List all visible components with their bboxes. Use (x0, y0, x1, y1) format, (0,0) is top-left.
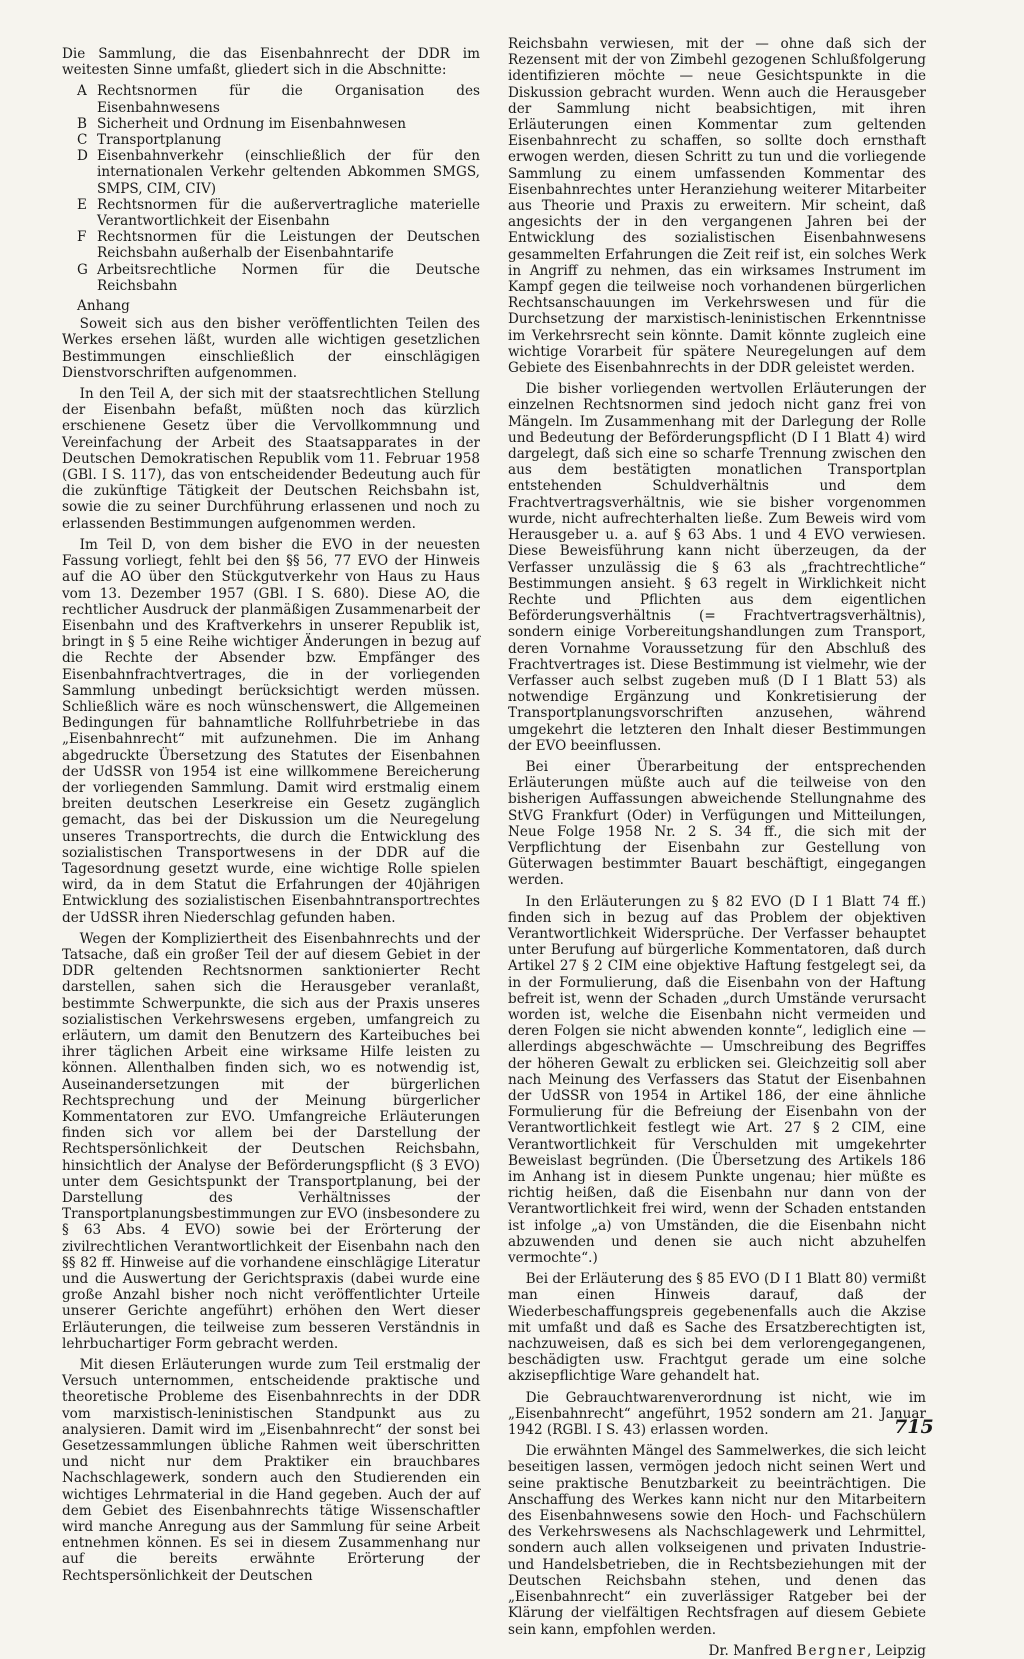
body-paragraph: In den Teil A, der sich mit der staatsrechtlichen Stellung der Eisenbahn befaßt, müßten noch das kürzlich erschienene Gesetz über die Vervollkommnung und Vereinfachung der Arbeit des Staatsapparates in der Deutschen Demokratischen Republik vom 11. Februar 1958 (GBl. I S. 117), das von entscheidender Bedeutung auch für die zukünftige Tätigkeit der Deutschen Reichsbahn ist, sowie die zu seiner Durchführung erlassenen und noch zu erlassenden Bestimmungen aufgenommen werden. (62, 386, 480, 532)
section-item (77, 197, 480, 229)
section-letter: F (77, 229, 87, 246)
section-letter: G (77, 261, 88, 278)
section-text: Sicherheit und Ordnung im Eisenbahnwesen (97, 115, 407, 132)
body-paragraph: Im Teil D, von dem bisher die EVO in der neuesten Fassung vorliegt, fehlt bei den §§ 56, 77 EVO der Hinweis auf die AO über den Stückgutverkehr von Haus zu Haus vom 13. Dezember 1957 (GBl. I S. 680). Diese AO, die rechtlicher Ausdruck der planmäßigen Zusammenarbeit der Eisenbahn und des Kraftverkehrs in unserer Republik ist, bringt in § 5 eine Reihe wichtiger Änderungen in bezug auf die Rechte der Absender bzw. Empfänger des Eisenbahnfrachtvertrages, die in der vorliegenden Sammlung unbedingt berücksichtigt werden müssen. Schließlich wäre es noch wünschenswert, die Allgemeinen Bedingungen für bahnamtliche Rollfuhrbetriebe in das „Eisenbahnrecht“ mit aufzunehmen. Die im Anhang abgedruckte Übersetzung des Statutes der Eisenbahnen der UdSSR von 1954 ist eine willkommene Bereicherung der vorliegenden Sammlung. Damit wird erstmalig einem breiten deutschen Leserkreise ein Gesetz zugänglich gemacht, das bei der Diskussion um die Neuregelung unseres Transportrechts, die durch die Entwicklung des sozialistischen Transportwesens in der DDR auf die Tagesordnung gesetzt wurde, eine wichtige Rolle spielen wird, da in dem Statut die Erfahrungen der 40jährigen Entwicklung des sozialistischen Eisenbahntransportrechtes der UdSSR ihren Niederschlag gefunden haben. (62, 536, 480, 926)
section-text: Eisenbahnverkehr (einschließlich der für den internationalen Verkehr geltenden Abkommen SMGS, SMPS, CIM, CIV) (97, 148, 480, 197)
section-letter: A (77, 83, 87, 100)
signature-place: , Leipzig (867, 1642, 926, 1659)
body-paragraph: Die Gebrauchtwarenverordnung ist nicht, wie im „Eisenbahnrecht“ angeführt, 1952 sondern am 21. Januar 1942 (RGBl. I S. 43) erlassen worden. (508, 1389, 926, 1439)
section-item (77, 132, 480, 148)
body-paragraph: Bei einer Überarbeitung der entsprechenden Erläuterungen müßte auch auf die teilweise von den bisherigen Auffassungen abweichende Stellungnahme des StVG Frankfurt (Oder) in Verfügungen und Mitteilungen, Neue Folge 1958 Nr. 2 S. 34 ff., die sich mit der Verpflichtung der Eisenbahn zur Gestellung von Güterwagen bestimmter Bauart beschäftigt, eingegangen werden. (508, 758, 926, 889)
section-letter: D (77, 148, 88, 165)
section-item (77, 83, 480, 115)
page-number: 715 (894, 1416, 934, 1438)
intro-paragraph: Die Sammlung, die das Eisenbahnrecht der DDR im weitesten Sinne umfaßt, gliedert sich in die Abschnitte: (62, 46, 480, 79)
section-item (77, 229, 480, 261)
section-text: Transportplanung (97, 132, 222, 149)
body-paragraph: In den Erläuterungen zu § 82 EVO (D I 1 Blatt 74 ff.) finden sich in bezug auf das Problem der objektiven Verantwortlichkeit Widersprüche. Der Verfasser behauptet unter Berufung auf bürgerliche Kommentatoren, daß durch Artikel 27 § 2 CIM eine objektive Haftung festgelegt sei, da in der Formulierung, daß die Eisenbahn von der Haftung befreit ist, wenn der Schaden „durch Umstände verursacht worden ist, welche die Eisenbahn nicht vermeiden und deren Folgen sie nicht abwenden konnte“, lediglich eine — allerdings abgeschwächte — Umschreibung des Begriffes der höheren Gewalt zu erblicken sei. Gleichzeitig soll aber nach Meinung des Verfassers das Statut der Eisenbahnen der UdSSR von 1954 in Artikel 186, der eine ähnliche Formulierung für die Befreiung der Eisenbahn von der Verantwortlichkeit festlegt wie Art. 27 § 2 CIM, eine Verantwortlichkeit für Verschulden mit umgekehrter Beweislast begründen. (Die Übersetzung des Artikels 186 im Anhang ist in diesem Punkte ungenau; hier müßte es richtig heißen, daß die Eisenbahn nur dann von der Verantwortlichkeit frei wird, wenn der Schaden entstanden ist infolge „a) von Umständen, die die Eisenbahn nicht abzuwenden und denen sie auch nicht abzuhelfen vermochte“.) (508, 893, 926, 1267)
left-column (62, 46, 480, 1589)
body-paragraph: Die erwähnten Mängel des Sammelwerkes, die sich leicht beseitigen lassen, vermögen jedoch nicht seinen Wert und seine praktische Benutzbarkeit zu beeinträchtigen. Die Anschaffung des Werkes kann nicht nur den Mitarbeitern des Eisenbahnwesens sowie den Hoch- und Fachschülern des Verkehrswesens als Nachschlagewerk und Lehrmittel, sondern auch allen volkseigenen und privaten Industrie- und Handelsbetrieben, die in Rechtsbeziehungen mit der Deutschen Reichsbahn stehen, und denen das „Eisenbahnrecht“ ein zuverlässiger Ratgeber bei der Klärung der vielfältigen Rechtsfragen auf diesem Gebiete sein kann, empfohlen werden. (508, 1443, 926, 1638)
right-column (508, 36, 926, 1659)
body-paragraph: Wegen der Kompliziertheit des Eisenbahnrechts und der Tatsache, daß ein großer Teil der auf diesem Gebiet in der DDR geltenden Rechtsnormen sanktionierter Recht darstellen, sahen sich die Herausgeber veranlaßt, bestimmte Schwerpunkte, die sich aus der Praxis unseres sozialistischen Verkehrswesens ergeben, umfangreich zu erläutern, um damit den Benutzern des Karteibuches bei ihrer täglichen Arbeit eine wirksame Hilfe leisten zu können. Allenthalben finden sich, wo es notwendig ist, Auseinandersetzungen mit der bürgerlichen Rechtsprechung und der Meinung bürgerlicher Kommentatoren zur EVO. Umfangreiche Erläuterungen finden sich vor allem bei der Darstellung der Rechtspersönlichkeit der Deutschen Reichsbahn, hinsichtlich der Analyse der Beförderungspflicht (§ 3 EVO) unter dem Gesichtspunkt der Transportplanung, bei der Darstellung des Verhältnisses der Transportplanungsbestimmungen zur EVO (insbesondere zu § 63 Abs. 4 EVO) sowie bei der Erörterung der zivilrechtlichen Verantwortlichkeit der Eisenbahn nach den §§ 82 ff. Hinweise auf die vorhandene einschlägige Literatur und die Auswertung der Gerichtspraxis (dabei wurde eine große Anzahl bisher noch nicht veröffentlichter Urteile unserer Gerichte angeführt) erhöhen den Wert dieser Erläuterungen, die teilweise zum besseren Verständnis in lehrbuchartiger Form gebracht werden. (62, 930, 480, 1352)
body-paragraph: Reichsbahn verwiesen, mit der — ohne daß sich der Rezensent mit der von Zimbehl gezogenen Schlußfolgerung identifizieren möchte — neue Gesichtspunkte in die Diskussion gebracht wurden. Wenn auch die Herausgeber der Sammlung nicht beabsichtigen, mit ihren Erläuterungen einen Kommentar zum geltenden Eisenbahnrecht zu schaffen, so sollte doch ernsthaft erwogen werden, diesen Schritt zu tun und die vorliegende Sammlung zu einem umfassenden Kommentar des Eisenbahnrechtes unter Heranziehung weiterer Mitarbeiter aus Theorie und Praxis zu erweitern. Mir scheint, daß angesichts der in den vergangenen Jahren bei der Entwicklung des sozialistischen Eisenbahnwesens gesammelten Erfahrungen die Zeit reif ist, ein solches Werk in Angriff zu nehmen, das ein wirksames Instrument im Kampf gegen die teilweise noch vorhandenen bürgerlichen Rechtsanschauungen im Verkehrswesen und für die Durchsetzung der marxistisch-leninistischen Erkenntnisse im Verkehrsrecht sein könnte. Damit könnte zugleich eine wichtige Vorarbeit für spätere Neuregelungen auf dem Gebiete des Eisenbahnrechts in der DDR geleistet werden. (508, 36, 926, 377)
section-letter: B (77, 115, 87, 132)
signature-name: Bergner (796, 1642, 868, 1659)
body-paragraph: Mit diesen Erläuterungen wurde zum Teil erstmalig der Versuch unternommen, entscheidende praktische und theoretische Probleme des Eisenbahnrechts in der DDR vom marxistisch-leninistischen Standpunkt aus zu analysieren. Damit wird im „Eisenbahnrecht“ der sonst bei Gesetzessammlungen übliche Rahmen weit überschritten und nicht nur dem Praktiker ein brauchbares Nachschlagewerk, sondern auch den Studierenden ein wichtiges Lehrmaterial in die Hand gegeben. Auch der auf dem Gebiet des Eisenbahnrechts tätige Wissenschaftler wird manche Anregung aus der Sammlung für seine Arbeit entnehmen können. Es sei in diesem Zusammenhang nur auf die bereits erwähnte Erörterung der Rechtspersönlichkeit der Deutschen (62, 1357, 480, 1584)
signature-prefix: Dr. Manfred (708, 1642, 797, 1659)
author-signature (508, 1643, 926, 1659)
body-paragraph: Die bisher vorliegenden wertvollen Erläuterungen der einzelnen Rechtsnormen sind jedoch nicht ganz frei von Mängeln. Im Zusammenhang mit der Darlegung der Rolle und Bedeutung der Beförderungspflicht (D I 1 Blatt 4) wird dargelegt, daß sich eine so scharfe Trennung zwischen den aus dem bestätigten monatlichen Transportplan entstehenden Schuldverhältnis und dem Frachtvertragsverhältnis, wie sie bisher vorgenommen wurde, nicht aufrechterhalten ließe. Zum Beweis wird vom Herausgeber u. a. auf § 63 Abs. 1 und 4 EVO verwiesen. Diese Beweisführung kann nicht überzeugen, da der Verfasser unzulässig die § 63 als „frachtrechtliche“ Bestimmungen ansieht. § 63 regelt in Wirklichkeit nicht Rechte und Pflichten aus dem eigentlichen Beförderungsverhältnis (= Frachtvertragsverhältnis), sondern einige Vorbereitungshandlungen zum Transport, deren Vornahme Voraussetzung für den Abschluß des Frachtvertrages ist. Diese Bestimmung ist vielmehr, wie der Verfasser auch selbst zugeben muß (D I 1 Blatt 53) als notwendige Ergänzung und Konkretisierung der Transportplanungsvorschriften anzusehen, während umgekehrt die letzteren den Inhalt dieser Bestimmungen der EVO beeinflussen. (508, 381, 926, 754)
section-text: Arbeitsrechtliche Normen für die Deutsche Reichsbahn (97, 261, 480, 294)
section-letter: E (77, 196, 87, 213)
section-text: Rechtsnormen für die außervertragliche materielle Verantwortlichkeit der Eisenbahn (97, 196, 480, 230)
section-letter: C (77, 132, 88, 149)
section-list (62, 83, 480, 294)
section-item (77, 148, 480, 197)
section-text: Rechtsnormen für die Organisation des Eisenbahnwesens (97, 83, 480, 116)
section-item (77, 116, 480, 132)
section-item (77, 262, 480, 294)
body-paragraph: Bei der Erläuterung des § 85 EVO (D I 1 Blatt 80) vermißt man einen Hinweis darauf, daß der Wiederbeschaffungspreis gegebenenfalls auch die Akzise mit umfaßt und daß es Sache des Ersatzberechtigten ist, nachzuweisen, daß es sich bei dem verlorengegangenen, beschädigten usw. Frachtgut gerade um eine solche akzisepflichtige Ware gehandelt hat. (508, 1271, 926, 1385)
section-text: Rechtsnormen für die Leistungen der Deutschen Reichsbahn außerhalb der Eisenbahntarife (97, 229, 480, 262)
anhang-label: Anhang (77, 298, 130, 315)
body-paragraph: Soweit sich aus den bisher veröffentlichten Teilen des Werkes ersehen läßt, wurden alle wichtigen gesetzlichen Bestimmungen einschließlich der einschlägigen Dienstvorschriften aufgenommen. (62, 316, 480, 381)
